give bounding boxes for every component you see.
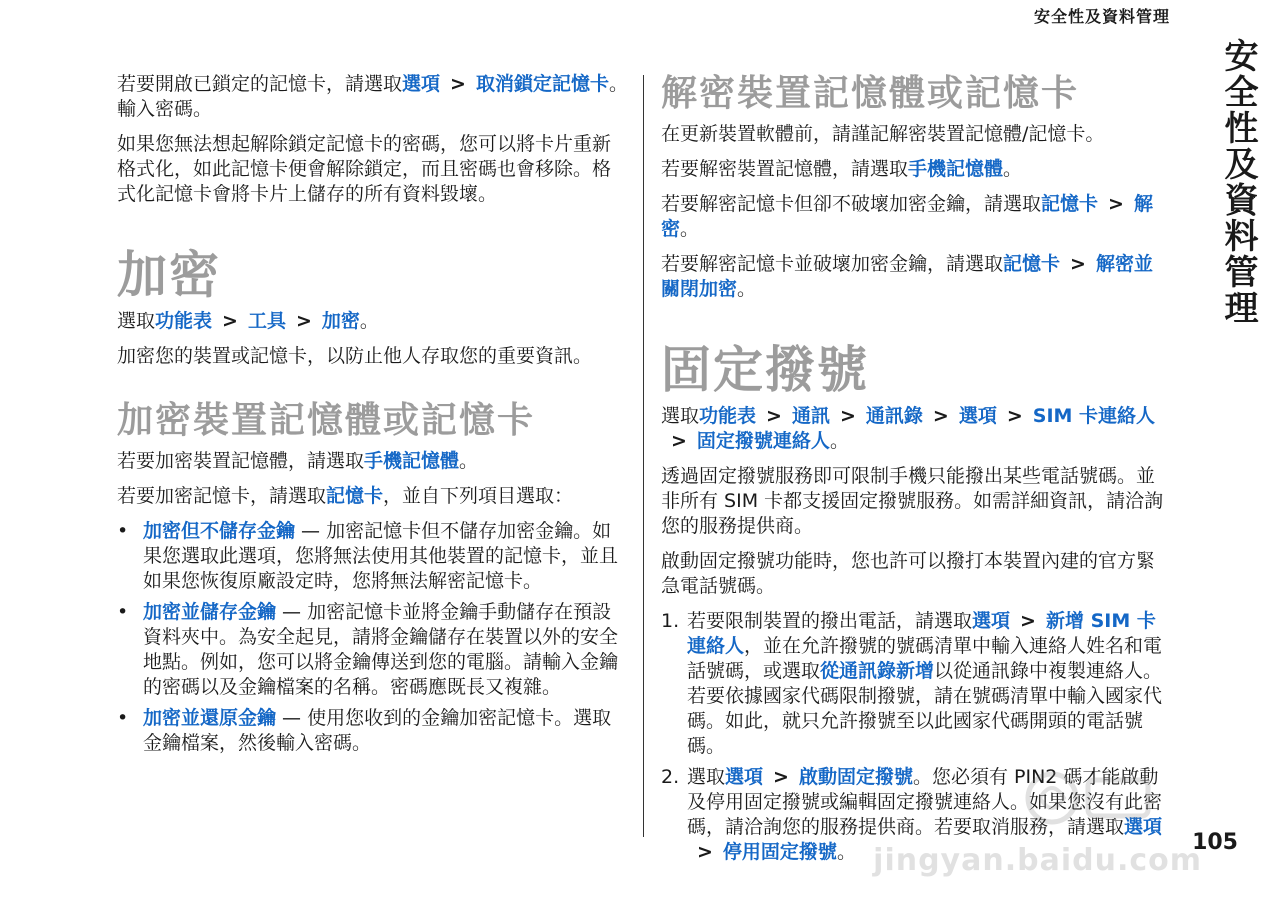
link-sim-contacts[interactable]: SIM 卡連絡人 — [1032, 405, 1156, 427]
link-phone-memory[interactable]: 手機記憶體 — [364, 450, 460, 472]
list-item: • 加密並儲存金鑰 — 加密記憶卡並將金鑰手動儲存在預設資料夾中。為安全起見，請將金鑰儲存在裝置以外的安全地點。例如，您可以將金鑰傳送到您的電腦。請輸入金鑰的密碼以及金鑰檔案的名稱。密碼應既長又複雜。 — [117, 601, 619, 698]
link-phone-memory[interactable]: 手機記憶體 — [908, 158, 1004, 180]
link-menu[interactable]: 功能表 — [155, 310, 213, 332]
bullet-icon: • — [117, 601, 129, 623]
option-encrypt-no-key[interactable]: 加密但不儲存金鑰 — [143, 520, 296, 542]
decrypt-phone-memory-paragraph: 若要解密裝置記憶體，請選取手機記憶體。 — [661, 158, 1023, 180]
heading-encryption: 加密 — [117, 246, 221, 304]
option-encrypt-save-key[interactable]: 加密並儲存金鑰 — [143, 601, 277, 623]
list-item: • 加密並還原金鑰 — 使用您收到的金鑰加密記憶卡。選取金鑰檔案，然後輸入密碼。 — [117, 707, 612, 754]
menu-separator: > — [222, 310, 238, 332]
link-menu[interactable]: 功能表 — [699, 405, 757, 427]
decrypt-before-update-paragraph: 在更新裝置軟體前，請謹記解密裝置記憶體/記憶卡。 — [661, 123, 1105, 145]
encryption-intro-paragraph: 加密您的裝置或記憶卡，以防止他人存取您的重要資訊。 — [117, 345, 593, 367]
format-card-paragraph: 如果您無法想起解除鎖定記憶卡的密碼，您可以將卡片重新格式化，如此記憶卡便會解除鎖定，而且密碼也會移除。格式化記憶卡會將卡片上儲存的所有資料毀壞。 — [117, 133, 612, 205]
menu-separator: > — [839, 405, 856, 427]
link-encryption[interactable]: 加密 — [321, 310, 360, 332]
running-header: 安全性及資料管理 — [1033, 7, 1170, 26]
menu-separator: > — [671, 430, 687, 452]
link-memory-card[interactable]: 記憶卡 — [1003, 253, 1061, 275]
link-tools[interactable]: 工具 — [247, 310, 286, 332]
menu-separator: > — [1020, 610, 1036, 632]
side-section-title: 安全性及資料管理 — [1218, 38, 1258, 326]
link-decrypt-disable[interactable]: 解密並關閉加密 — [661, 253, 1153, 300]
decrypt-card-destroy-key-paragraph: 若要解密記憶卡並破壞加密金鑰，請選取記憶卡 > 解密並關閉加密。 — [661, 253, 1153, 300]
column-divider — [643, 75, 644, 837]
menu-separator: > — [773, 766, 789, 788]
link-options[interactable]: 選項 — [402, 73, 441, 95]
link-add-from-contacts[interactable]: 從通訊錄新增 — [820, 660, 935, 682]
encrypt-options-list — [117, 519, 629, 756]
page-number: 105 — [1192, 830, 1238, 855]
fixed-dialing-intro-paragraph: 透過固定撥號服務即可限制手機只能撥出某些電話號碼。並非所有 SIM 卡都支援固定撥號服務。如需詳細資訊，請洽詢您的服務提供商。 — [661, 465, 1164, 537]
link-options[interactable]: 選項 — [958, 405, 997, 427]
link-memory-card[interactable]: 記憶卡 — [326, 485, 384, 507]
menu-separator: > — [1108, 193, 1124, 215]
link-options[interactable]: 選項 — [725, 766, 764, 788]
encryption-path-paragraph: 選取功能表 > 工具 > 加密。 — [117, 310, 379, 332]
bullet-icon: • — [117, 520, 129, 542]
menu-separator: > — [450, 73, 466, 95]
link-add-sim-contact[interactable]: 新增 SIM 卡連絡人 — [687, 610, 1156, 657]
fixed-dialing-path-paragraph: 選取功能表 > 通訊 > 通訊錄 > 選項 > SIM 卡連絡人> 固定撥號連絡人。 — [661, 405, 1156, 452]
list-item: 2. 選取選項 > 啟動固定撥號。您必須有 PIN2 碼才能啟動及停用固定撥號或編輯固定撥號連絡人。如果您沒有此密碼，請洽詢您的服務提供商。若要取消服務，請選取選項> 停用固定撥號。 — [661, 766, 1163, 863]
step-number: 2. — [661, 766, 680, 788]
link-memory-card[interactable]: 記憶卡 — [1041, 193, 1099, 215]
right-column — [661, 72, 1171, 871]
menu-separator: > — [295, 310, 312, 332]
decrypt-card-keep-key-paragraph: 若要解密記憶卡但卻不破壞加密金鑰，請選取記憶卡 > 解密。 — [661, 193, 1153, 240]
list-item: • 加密但不儲存金鑰 — 加密記憶卡但不儲存加密金鑰。如果您選取此選項，您將無法使用其他裝置的記憶卡，並且如果您恢復原廠設定時，您將無法解密記憶卡。 — [117, 520, 619, 592]
link-options[interactable]: 選項 — [1124, 816, 1163, 838]
heading-fixed-dialing: 固定撥號 — [661, 341, 869, 399]
option-encrypt-restore-key[interactable]: 加密並還原金鑰 — [143, 707, 277, 729]
watermark-text: jingyan.baidu.com — [873, 843, 1202, 878]
encrypt-card-paragraph: 若要加密記憶卡，請選取記憶卡，並自下列項目選取： — [117, 485, 574, 507]
link-fixed-dialing-contacts[interactable]: 固定撥號連絡人 — [696, 430, 830, 452]
menu-separator: > — [766, 405, 782, 427]
link-activate-fixed-dialing[interactable]: 啟動固定撥號 — [798, 766, 913, 788]
emergency-number-paragraph: 啟動固定撥號功能時，您也許可以撥打本裝置內建的官方緊急電話號碼。 — [661, 550, 1156, 597]
link-options[interactable]: 選項 — [972, 610, 1011, 632]
link-contacts[interactable]: 通訊錄 — [865, 405, 923, 427]
step-number: 1. — [661, 610, 680, 632]
link-deactivate-fixed-dialing[interactable]: 停用固定撥號 — [722, 841, 837, 863]
link-communication[interactable]: 通訊 — [791, 405, 830, 427]
link-decrypt[interactable]: 解密 — [661, 193, 1153, 240]
list-item: 1. 若要限制裝置的撥出電話，請選取選項 > 新增 SIM 卡連絡人，並在允許撥號的號碼清單中輸入連絡人姓名和電話號碼，或選取從通訊錄新增以從通訊錄中複製連絡人。若要依據國家代碼限制撥號，請在號碼清單中輸入國家代碼。如此，就只允許撥號至以此國家代碼開頭的電話號碼。 — [661, 610, 1163, 757]
bullet-icon: • — [117, 707, 129, 729]
watermark-logo-icon — [1022, 768, 1162, 828]
heading-encrypt-memory: 加密裝置記憶體或記憶卡 — [117, 400, 536, 441]
unlock-card-paragraph: 若要開啟已鎖定的記憶卡，請選取選項 > 取消鎖定記憶卡。輸入密碼。 — [117, 73, 628, 120]
menu-separator: > — [1006, 405, 1023, 427]
left-column — [117, 72, 629, 762]
menu-separator: > — [1070, 253, 1086, 275]
encrypt-phone-memory-paragraph: 若要加密裝置記憶體，請選取手機記憶體。 — [117, 450, 479, 472]
menu-separator: > — [932, 405, 949, 427]
menu-separator: > — [697, 841, 713, 863]
heading-decrypt-memory: 解密裝置記憶體或記憶卡 — [661, 73, 1080, 114]
link-unlock-card[interactable]: 取消鎖定記憶卡 — [475, 73, 609, 95]
